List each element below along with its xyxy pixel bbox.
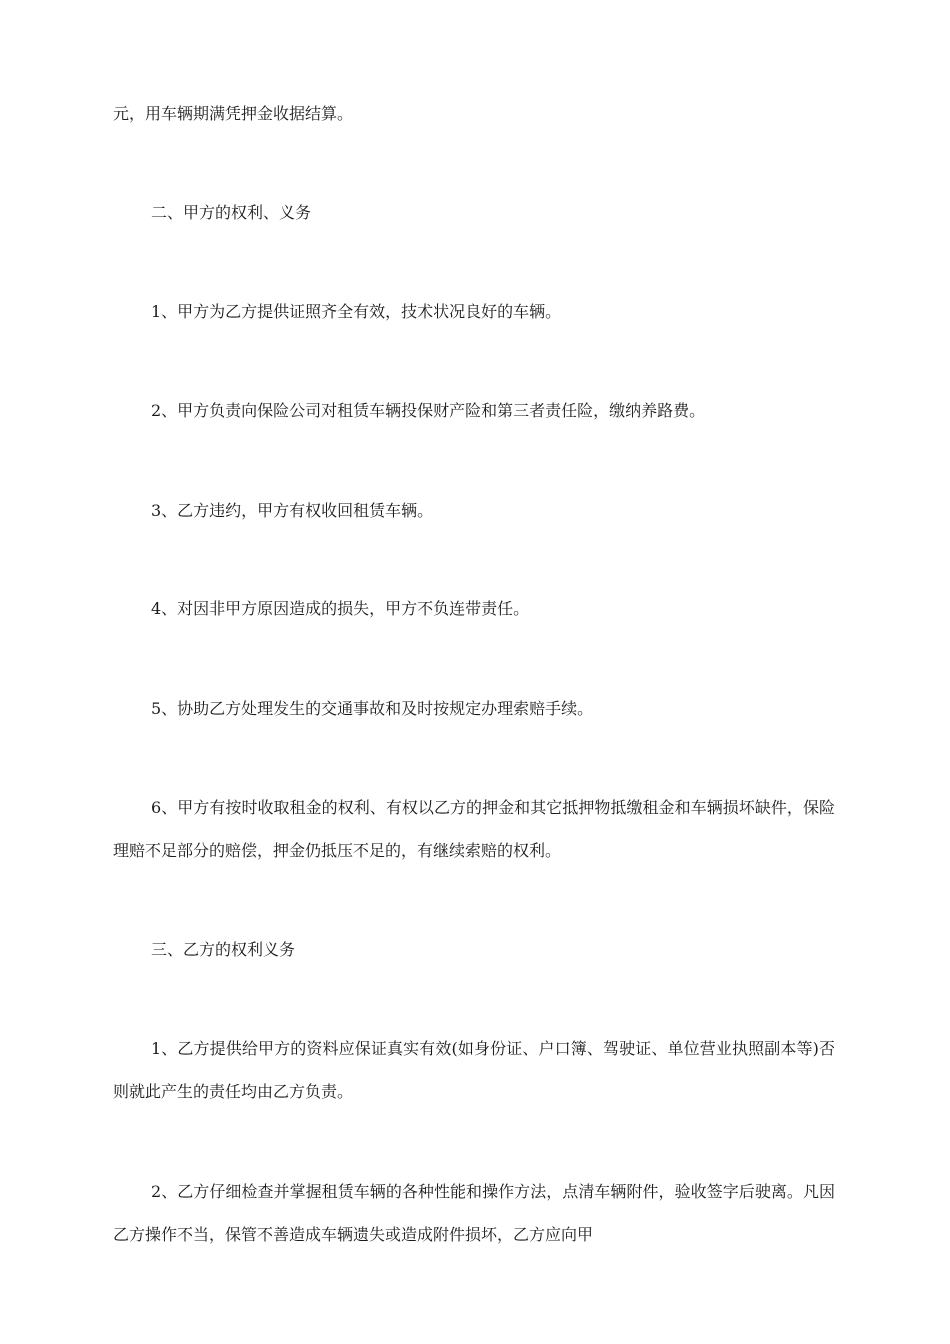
clause-3-2: 2、乙方仔细检查并掌握租赁车辆的各种性能和操作方法，点清车辆附件，验收签字后驶离。凡因乙方操作不当，保管不善造成车辆遗失或造成附件损坏，乙方应向甲: [113, 1182, 835, 1244]
clause-2-5: 5、协助乙方处理发生的交通事故和及时按规定办理索赔手续。: [151, 699, 594, 718]
clause-2-2: 2、甲方负责向保险公司对租赁车辆投保财产险和第三者责任险，缴纳养路费。: [151, 401, 706, 420]
clause-2-1: 1、甲方为乙方提供证照齐全有效，技术状况良好的车辆。: [151, 302, 562, 321]
clause-2-3: 3、乙方违约，甲方有权收回租赁车辆。: [151, 501, 434, 520]
paragraph-continuation: 元，用车辆期满凭押金收据结算。: [113, 104, 354, 123]
clause-3-1: 1、乙方提供给甲方的资料应保证真实有效(如身份证、户口簿、驾驶证、单位营业执照副本等)否则就此产生的责任均由乙方负责。: [113, 1039, 835, 1101]
section-heading-party-b-rights: 三、乙方的权利义务: [151, 940, 296, 959]
clause-2-6: 6、甲方有按时收取租金的权利、有权以乙方的押金和其它抵押物抵缴租金和车辆损坏缺件，保险理赔不足部分的赔偿，押金仍抵压不足的，有继续索赔的权利。: [113, 798, 835, 860]
section-heading-party-a-rights: 二、甲方的权利、义务: [151, 203, 312, 222]
clause-2-4: 4、对因非甲方原因造成的损失，甲方不负连带责任。: [151, 599, 530, 618]
